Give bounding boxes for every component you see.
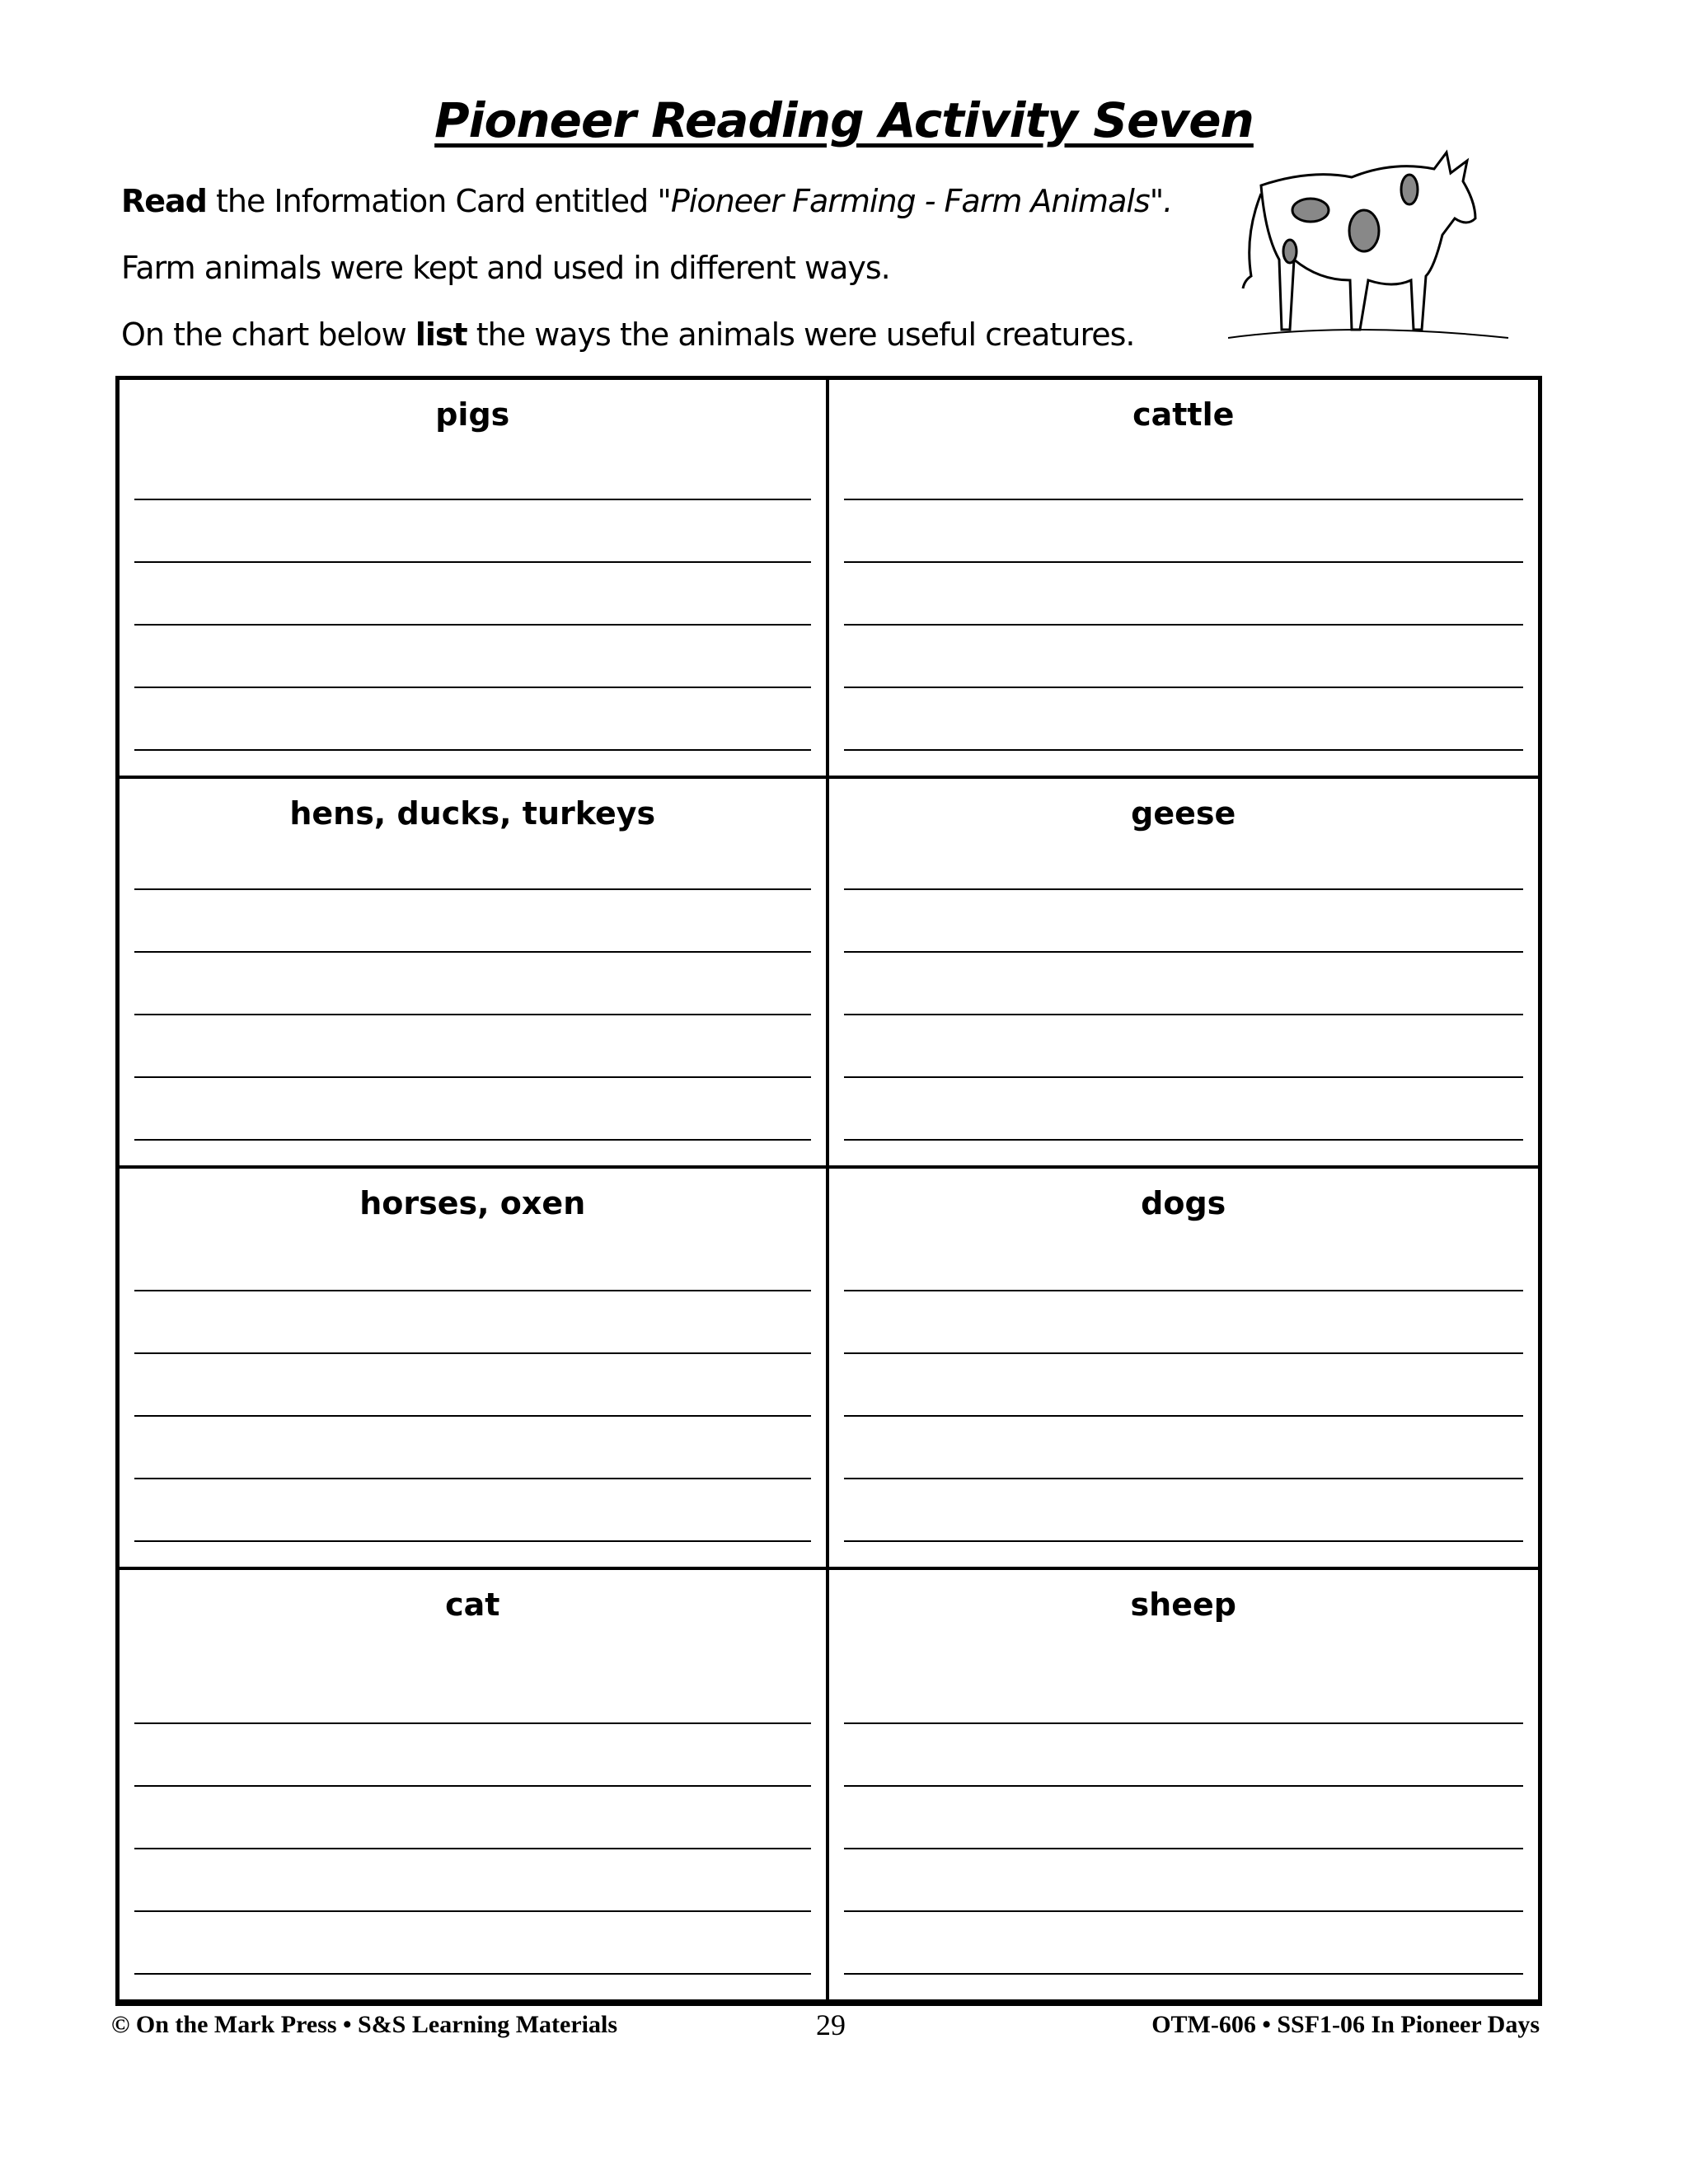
- answer-line[interactable]: [134, 438, 811, 500]
- instruction-1: [121, 183, 1172, 219]
- answer-line[interactable]: [844, 1078, 1524, 1141]
- answer-line[interactable]: [134, 1912, 811, 1975]
- answer-line[interactable]: [844, 1724, 1524, 1787]
- answer-line[interactable]: [134, 1724, 811, 1787]
- chart-cell-hens-ducks-turkeys: [120, 779, 829, 1169]
- answer-line[interactable]: [134, 1354, 811, 1417]
- title-text: Pioneer Reading Activity Seven: [434, 92, 1254, 148]
- cell-heading: geese: [1131, 795, 1236, 832]
- answer-line[interactable]: [134, 1787, 811, 1849]
- answer-line[interactable]: [844, 1849, 1524, 1912]
- instruction-text: the ways the animals were useful creatures.: [467, 316, 1135, 353]
- answer-line[interactable]: [844, 1417, 1524, 1479]
- chart-cell-horses-oxen: [120, 1169, 829, 1570]
- footer-product-code: OTM-606 • SSF1-06 In Pioneer Days: [1151, 2011, 1540, 2038]
- instruction-bold: list: [415, 316, 467, 353]
- answer-line[interactable]: [844, 688, 1524, 751]
- answer-line[interactable]: [134, 1479, 811, 1542]
- cell-heading: cat: [445, 1586, 500, 1623]
- footer-copyright: © On the Mark Press • S&S Learning Materials: [111, 2011, 617, 2038]
- answer-line[interactable]: [134, 890, 811, 953]
- cell-heading: cattle: [1132, 396, 1235, 433]
- answer-line[interactable]: [134, 1849, 811, 1912]
- cell-heading: sheep: [1130, 1586, 1236, 1623]
- cell-heading: hens, ducks, turkeys: [289, 795, 656, 832]
- answer-line[interactable]: [844, 1479, 1524, 1542]
- answer-line[interactable]: [134, 563, 811, 626]
- answer-line[interactable]: [844, 1354, 1524, 1417]
- answer-line[interactable]: [134, 688, 811, 751]
- cow-illustration: [1228, 136, 1517, 350]
- answer-line[interactable]: [844, 890, 1524, 953]
- answer-line[interactable]: [134, 1015, 811, 1078]
- answer-line[interactable]: [844, 1291, 1524, 1354]
- answer-line[interactable]: [134, 1291, 811, 1354]
- chart-cell-geese: [829, 779, 1539, 1169]
- answer-line[interactable]: [134, 827, 811, 890]
- answer-line[interactable]: [844, 626, 1524, 688]
- answer-line[interactable]: [844, 953, 1524, 1015]
- answer-line[interactable]: [844, 1912, 1524, 1975]
- answer-line[interactable]: [844, 563, 1524, 626]
- answer-line[interactable]: [134, 1078, 811, 1141]
- answer-line[interactable]: [844, 1015, 1524, 1078]
- instruction-2: Farm animals were kept and used in different ways.: [121, 250, 890, 286]
- answer-line[interactable]: [844, 500, 1524, 563]
- chart-cell-dogs: [829, 1169, 1539, 1570]
- cell-heading: horses, oxen: [359, 1185, 586, 1221]
- page-number: 29: [816, 2008, 846, 2041]
- instruction-text: the Information Card entitled: [206, 183, 658, 219]
- answer-line[interactable]: [134, 1661, 811, 1724]
- cell-heading: pigs: [435, 396, 510, 433]
- animal-uses-chart: [115, 376, 1542, 2006]
- answer-line[interactable]: [844, 438, 1524, 500]
- answer-line[interactable]: [844, 827, 1524, 890]
- answer-line[interactable]: [134, 953, 811, 1015]
- instruction-bold: Read: [121, 183, 207, 219]
- answer-line[interactable]: [844, 1787, 1524, 1849]
- answer-line[interactable]: [134, 1229, 811, 1291]
- cell-heading: dogs: [1141, 1185, 1226, 1221]
- chart-cell-cattle: [829, 380, 1539, 779]
- answer-line[interactable]: [844, 1661, 1524, 1724]
- card-title: "Pioneer Farming - Farm Animals".: [657, 183, 1173, 219]
- answer-line[interactable]: [134, 1417, 811, 1479]
- instruction-3: [121, 316, 1134, 353]
- answer-line[interactable]: [134, 626, 811, 688]
- instruction-text: On the chart below: [121, 316, 415, 353]
- answer-line[interactable]: [844, 1229, 1524, 1291]
- answer-line[interactable]: [134, 500, 811, 563]
- chart-cell-sheep: [829, 1570, 1539, 1999]
- chart-cell-pigs: [120, 380, 829, 779]
- chart-cell-cat: [120, 1570, 829, 1999]
